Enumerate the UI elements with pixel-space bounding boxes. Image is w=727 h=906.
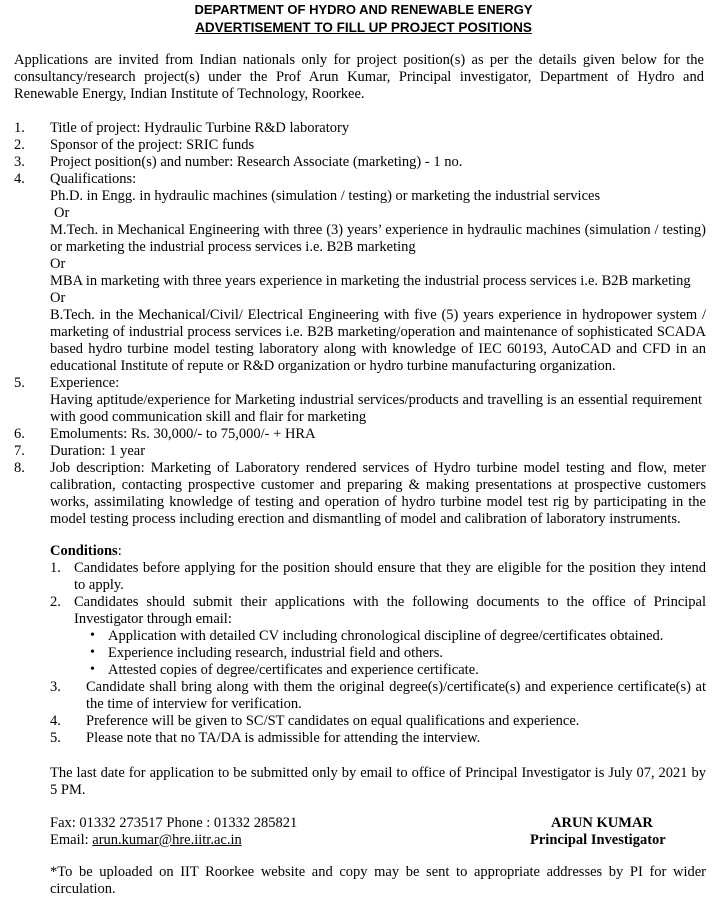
qualification-phd: Ph.D. in Engg. in hydraulic machines (simulation / testing) or marketing the industrial services — [50, 188, 601, 204]
or-separator: Or — [54, 205, 70, 221]
item-number: 1. — [14, 120, 25, 136]
signatory-name: ARUN KUMAR — [551, 815, 653, 831]
or-separator: Or — [50, 256, 66, 272]
document-experience: Experience including research, industrial field and others. — [108, 645, 443, 661]
last-date-notice: The last date for application to be submitted only by email to office of Principal Investigator is July 07, 2021 by 5 PM. — [50, 765, 706, 798]
bullet-glyph: • — [90, 645, 95, 660]
job-description: Job description: Marketing of Laboratory rendered services of Hydro turbine model testing and flow, meter calibration, contacting prospective customer and preparing & making presentations at prospective customers works, assimilating knowledge of testing and operation of hydro turbine model test rig by participating in the model testing process including erection and dismantling of model and calibration of laboratory instruments. — [50, 460, 706, 527]
document-cv: Application with detailed CV including chronological discipline of degree/certificates obtained. — [108, 628, 664, 644]
condition-number: 4. — [50, 713, 61, 729]
condition-documents: Candidates should submit their applications with the following documents to the office of Principal Investigator through email: — [74, 594, 706, 627]
condition-number: 3. — [50, 679, 61, 695]
fax-phone: Fax: 01332 273517 Phone : 01332 285821 — [50, 815, 298, 831]
item-number: 3. — [14, 154, 25, 170]
conditions-heading-text: Conditions — [50, 543, 118, 559]
condition-eligibility: Candidates before applying for the position should ensure that they are eligible for the position they intend to apply. — [74, 560, 706, 593]
condition-number: 1. — [50, 560, 61, 576]
project-title: Title of project: Hydraulic Turbine R&D laboratory — [50, 120, 350, 136]
qualification-mtech: M.Tech. in Mechanical Engineering with three (3) years’ experience in hydraulic machines (simulation / testing) or marketing the industrial process services i.e. B2B marketing — [50, 222, 706, 255]
conditions-colon: : — [117, 543, 122, 559]
bullet-glyph: • — [90, 662, 95, 677]
experience-label: Experience: — [50, 375, 120, 391]
footnote: *To be uploaded on IIT Roorkee website and copy may be sent to appropriate addresses by PI for wider circulation. — [50, 864, 706, 897]
qualification-btech: B.Tech. in the Mechanical/Civil/ Electrical Engineering with five (5) years experience in hydropower system / marketing of industrial process services i.e. B2B marketing/operation and maintenance of sophisticated SCADA based hydro turbine model testing laboratory along with knowledge of IEC 60193, AutoCAD and CFD in an educational Institute of repute or R&D organization or hydro turbine manufacturing organization. — [50, 307, 706, 374]
item-number: 6. — [14, 426, 25, 442]
email-link[interactable]: arun.kumar@hre.iitr.ac.in — [92, 832, 242, 848]
signatory-title: Principal Investigator — [530, 832, 666, 848]
item-number: 5. — [14, 375, 25, 391]
condition-ta-da: Please note that no TA/DA is admissible for attending the interview. — [86, 730, 481, 746]
advertisement-title: ADVERTISEMENT TO FILL UP PROJECT POSITIONS — [195, 20, 532, 35]
intro-paragraph: Applications are invited from Indian nationals only for project position(s) as per the details given below for the consultancy/research project(s) under the Prof Arun Kumar, Principal investigator, Department of Hydro and Renewable Energy, Indian Institute of Technology, Roorkee. — [14, 52, 704, 102]
department-heading: DEPARTMENT OF HYDRO AND RENEWABLE ENERGY — [194, 2, 533, 17]
condition-preference: Preference will be given to SC/ST candidates on equal qualifications and experience. — [86, 713, 580, 729]
email-line — [50, 832, 242, 849]
project-position: Project position(s) and number: Research Associate (marketing) - 1 no. — [50, 154, 463, 170]
duration: Duration: 1 year — [50, 443, 146, 459]
item-number: 4. — [14, 171, 25, 187]
email-label: Email: — [50, 832, 93, 848]
item-number: 2. — [14, 137, 25, 153]
or-separator: Or — [50, 290, 66, 306]
document-attested: Attested copies of degree/certificates and experience certificate. — [108, 662, 479, 678]
condition-number: 5. — [50, 730, 61, 746]
condition-number: 2. — [50, 594, 61, 610]
experience-text: Having aptitude/experience for Marketing industrial services/products and travelling is an essential requirement with good communication skill and flair for marketing — [50, 392, 702, 425]
qualification-mba: MBA in marketing with three years experience in marketing the industrial process services i.e. B2B marketing — [50, 273, 691, 289]
bullet-glyph: • — [90, 628, 95, 643]
emoluments: Emoluments: Rs. 30,000/- to 75,000/- + HRA — [50, 426, 316, 442]
conditions-heading — [50, 543, 122, 560]
condition-originals: Candidate shall bring along with them the original degree(s)/certificate(s) and experience certificate(s) at the time of interview for verification. — [86, 679, 706, 712]
project-sponsor: Sponsor of the project: SRIC funds — [50, 137, 255, 153]
item-number: 8. — [14, 460, 25, 476]
item-number: 7. — [14, 443, 25, 459]
qualifications-label: Qualifications: — [50, 171, 137, 187]
